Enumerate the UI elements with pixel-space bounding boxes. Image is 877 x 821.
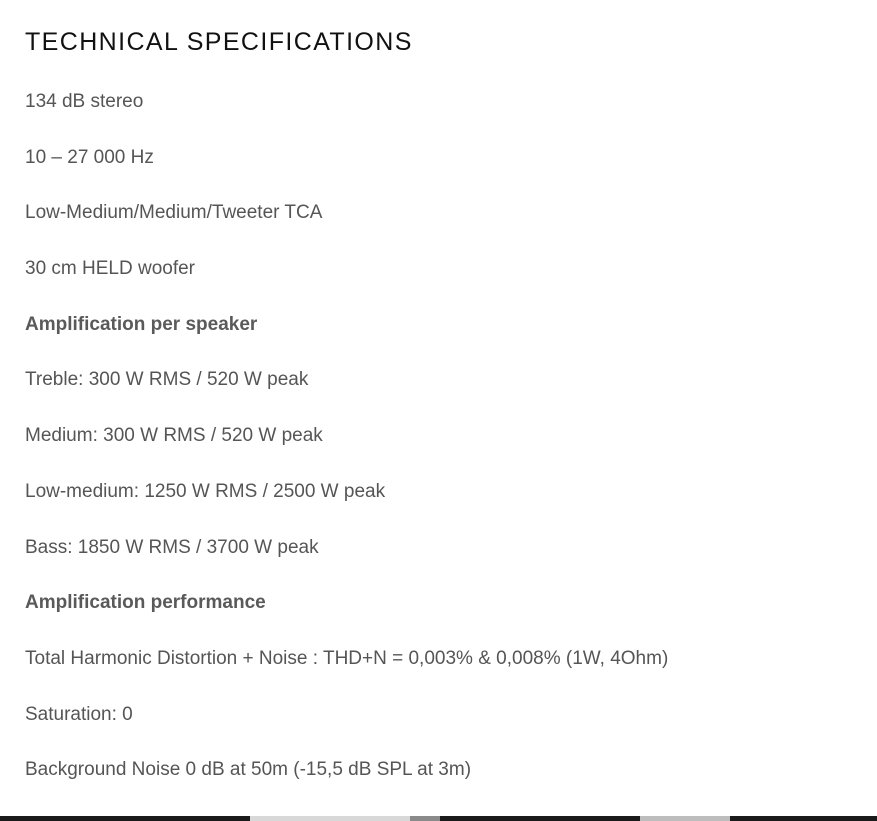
- spec-line-woofer: 30 cm HELD woofer: [25, 258, 196, 280]
- spec-line-frequency: 10 – 27 000 Hz: [25, 146, 154, 168]
- spec-heading-amplification: Amplification per speaker: [25, 313, 258, 335]
- bottom-image-highlight: [250, 816, 410, 821]
- bottom-image-shade: [410, 816, 440, 821]
- spec-line-thd: Total Harmonic Distortion + Noise : THD+N = 0,003% & 0,008% (1W, 4Ohm): [25, 647, 669, 669]
- bottom-image-highlight-2: [640, 816, 730, 821]
- spec-line-saturation: Saturation: 0: [25, 703, 133, 725]
- spec-line-drivers: Low-Medium/Medium/Tweeter TCA: [25, 202, 323, 224]
- spec-list: [25, 88, 668, 812]
- spec-heading-performance: Amplification performance: [25, 592, 266, 614]
- spec-line-treble: Treble: 300 W RMS / 520 W peak: [25, 369, 309, 391]
- spec-line-low-medium: Low-medium: 1250 W RMS / 2500 W peak: [25, 480, 386, 502]
- spec-line-output: 134 dB stereo: [25, 91, 144, 112]
- section-title: TECHNICAL SPECIFICATIONS: [25, 28, 413, 56]
- spec-line-bass: Bass: 1850 W RMS / 3700 W peak: [25, 536, 319, 558]
- spec-line-medium: Medium: 300 W RMS / 520 W peak: [25, 425, 323, 447]
- bottom-image-strip: [0, 816, 877, 821]
- spec-line-background-noise: Background Noise 0 dB at 50m (-15,5 dB SPL at 3m): [25, 759, 472, 781]
